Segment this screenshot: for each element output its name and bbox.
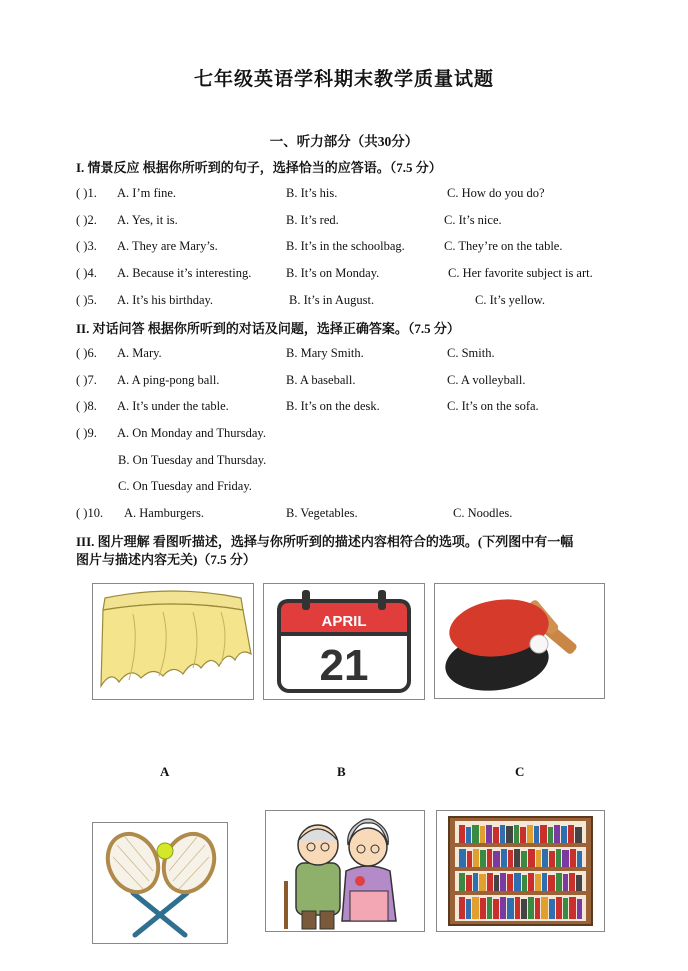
- option-a: A. It’s under the table.: [117, 399, 229, 413]
- option-a: A. It’s his birthday.: [117, 293, 214, 307]
- picture-label-c: C: [515, 764, 525, 779]
- calendar-month: APRIL: [321, 613, 367, 630]
- part3-heading-continued: 图片与描述内容无关)（7.5 分）: [76, 552, 256, 567]
- option-a: A. They are Mary’s.: [117, 239, 218, 253]
- picture-label-a: A: [160, 764, 170, 779]
- question-number: ( )10.: [76, 506, 104, 520]
- part2-heading: II. 对话问答 根据你所听到的对话及问题，选择正确答案。（7.5 分）: [76, 321, 460, 336]
- picture-a-skirt: [92, 583, 254, 700]
- skirt-icon: [93, 584, 253, 699]
- picture-b-calendar: [263, 583, 425, 700]
- question-number: ( )8.: [76, 399, 97, 413]
- option-c: C. How do you do?: [447, 186, 545, 200]
- option-a: A. I’m fine.: [117, 186, 177, 200]
- option-b: B. It’s red.: [286, 213, 339, 227]
- question-number: ( )2.: [76, 213, 97, 227]
- option-c: C. It’s nice.: [444, 213, 502, 227]
- option-b: B. It’s his.: [286, 186, 338, 200]
- question-number: ( )9.: [76, 426, 97, 440]
- option-c: C. Smith.: [447, 346, 495, 360]
- picture-d-tennis-rackets: [92, 822, 228, 944]
- question-number: ( )3.: [76, 239, 97, 253]
- section-heading-listening: 一、听力部分（共30分）: [269, 134, 419, 149]
- option-a: A. Mary.: [117, 346, 162, 360]
- picture-f-bookshelf: [436, 810, 605, 932]
- option-c: C. A volleyball.: [447, 373, 526, 387]
- option-a: A. Yes, it is.: [117, 213, 178, 227]
- part1-heading: I. 情景反应 根据你所听到的句子，选择恰当的应答语。（7.5 分）: [76, 160, 442, 175]
- question-number: ( )5.: [76, 293, 97, 307]
- option-c: C. It’s yellow.: [475, 293, 546, 307]
- option-c: C. On Tuesday and Friday.: [118, 479, 252, 493]
- question-number: ( )6.: [76, 346, 97, 360]
- calendar-day: 21: [319, 641, 369, 690]
- picture-label-b: B: [337, 764, 346, 779]
- question-number: ( )1.: [76, 186, 97, 200]
- option-b: B. Mary Smith.: [286, 346, 364, 360]
- tennis-racket-icon: [93, 823, 227, 943]
- option-c: C. They’re on the table.: [444, 239, 563, 253]
- option-c: C. Noodles.: [453, 506, 513, 520]
- question-number: ( )4.: [76, 266, 97, 280]
- option-b: B. Vegetables.: [286, 506, 358, 520]
- option-c: C. It’s on the sofa.: [447, 399, 539, 413]
- option-b: B. It’s in August.: [289, 293, 375, 307]
- picture-e-grandparents: [265, 810, 425, 932]
- picture-c-ping-pong: [434, 583, 605, 699]
- option-b: B. It’s on Monday.: [286, 266, 380, 280]
- option-c: C. Her favorite subject is art.: [448, 266, 593, 280]
- option-b: B. On Tuesday and Thursday.: [118, 453, 267, 467]
- calendar-icon: [264, 584, 424, 699]
- question-number: ( )7.: [76, 373, 97, 387]
- ping-pong-paddle-icon: [435, 584, 604, 698]
- option-b: B. It’s in the schoolbag.: [286, 239, 405, 253]
- option-a: A. A ping-pong ball.: [117, 373, 220, 387]
- option-a: A. Because it’s interesting.: [117, 266, 252, 280]
- option-a: A. Hamburgers.: [124, 506, 204, 520]
- option-b: B. A baseball.: [286, 373, 356, 387]
- part3-heading: III. 图片理解 看图听描述，选择与你所听到的描述内容相符合的选项。(下列图中有一幅: [76, 534, 574, 549]
- option-b: B. It’s on the desk.: [286, 399, 380, 413]
- option-a: A. On Monday and Thursday.: [117, 426, 266, 440]
- bookshelf-icon: [437, 811, 604, 931]
- grandparents-icon: [266, 811, 424, 931]
- page-title: 七年级英语学科期末教学质量试题: [193, 69, 494, 90]
